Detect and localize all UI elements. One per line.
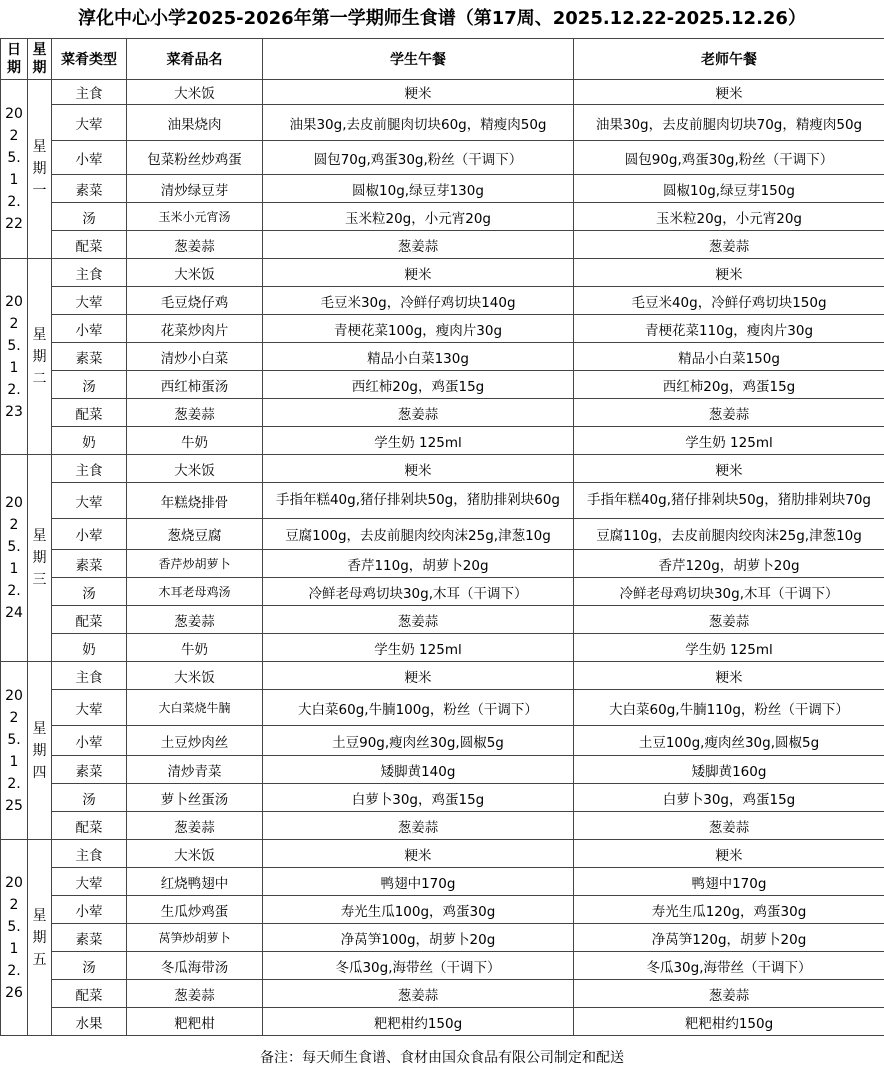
dish-cell: 牛奶	[127, 427, 263, 455]
student-lunch-cell: 白萝卜30g，鸡蛋15g	[263, 784, 574, 812]
dish-cell: 西红柿蛋汤	[127, 371, 263, 399]
category-cell: 大荤	[52, 690, 127, 726]
menu-row	[1, 399, 884, 427]
teacher-lunch-cell: 粳米	[574, 259, 884, 287]
teacher-lunch-cell: 大白菜60g,牛腩110g，粉丝（干调下）	[574, 690, 884, 726]
category-cell: 小荤	[52, 726, 127, 756]
student-lunch-cell: 玉米粒20g，小元宵20g	[263, 203, 574, 231]
category-cell: 素菜	[52, 343, 127, 371]
teacher-lunch-cell: 白萝卜30g，鸡蛋15g	[574, 784, 884, 812]
category-cell: 素菜	[52, 550, 127, 578]
dish-cell: 葱烧豆腐	[127, 519, 263, 550]
dish-cell: 粑粑柑	[127, 1008, 263, 1036]
student-lunch-cell: 精品小白菜130g	[263, 343, 574, 371]
dish-cell: 葱姜蒜	[127, 231, 263, 259]
student-lunch-cell: 粑粑柑约150g	[263, 1008, 574, 1036]
dish-cell: 生瓜炒鸡蛋	[127, 896, 263, 924]
dish-cell: 大米饭	[127, 840, 263, 868]
dish-cell: 红烧鸭翅中	[127, 868, 263, 896]
category-cell: 主食	[52, 455, 127, 483]
student-lunch-cell: 粳米	[263, 662, 574, 690]
dish-cell: 冬瓜海带汤	[127, 952, 263, 980]
menu-row	[1, 550, 884, 578]
header-row	[1, 39, 884, 80]
dish-cell: 清炒小白菜	[127, 343, 263, 371]
category-cell: 主食	[52, 840, 127, 868]
teacher-lunch-cell: 圆椒10g,绿豆芽150g	[574, 175, 884, 203]
teacher-lunch-cell: 油果30g，去皮前腿肉切块70g，精瘦肉50g	[574, 105, 884, 141]
student-lunch-cell: 学生奶 125ml	[263, 427, 574, 455]
menu-row	[1, 980, 884, 1008]
student-lunch-cell: 冬瓜30g,海带丝（干调下）	[263, 952, 574, 980]
dish-cell: 毛豆烧仔鸡	[127, 287, 263, 315]
category-cell: 配菜	[52, 606, 127, 634]
weekday-cell: 星期二	[28, 259, 52, 455]
category-cell: 大荤	[52, 868, 127, 896]
student-lunch-cell: 青梗花菜100g，瘦肉片30g	[263, 315, 574, 343]
dish-cell: 葱姜蒜	[127, 980, 263, 1008]
menu-row	[1, 662, 884, 690]
category-cell: 奶	[52, 634, 127, 662]
student-lunch-cell: 土豆90g,瘦肉丝30g,圆椒5g	[263, 726, 574, 756]
menu-row	[1, 756, 884, 784]
teacher-lunch-cell: 粳米	[574, 80, 884, 105]
teacher-lunch-cell: 香芹120g，胡萝卜20g	[574, 550, 884, 578]
student-lunch-cell: 矮脚黄140g	[263, 756, 574, 784]
header-student-lunch: 学生午餐	[263, 39, 574, 80]
page-title: 淳化中心小学2025-2026年第一学期师生食谱（第17周、2025.12.22-2025.12.26）	[78, 8, 806, 29]
category-cell: 配菜	[52, 812, 127, 840]
category-cell: 汤	[52, 203, 127, 231]
menu-row	[1, 812, 884, 840]
category-cell: 主食	[52, 662, 127, 690]
dish-cell: 大白菜烧牛腩	[127, 690, 263, 726]
menu-row	[1, 315, 884, 343]
teacher-lunch-cell: 青梗花菜110g，瘦肉片30g	[574, 315, 884, 343]
student-lunch-cell: 粳米	[263, 259, 574, 287]
teacher-lunch-cell: 毛豆米40g，冷鲜仔鸡切块150g	[574, 287, 884, 315]
menu-row	[1, 634, 884, 662]
student-lunch-cell: 学生奶 125ml	[263, 634, 574, 662]
teacher-lunch-cell: 粳米	[574, 455, 884, 483]
student-lunch-cell: 鸭翅中170g	[263, 868, 574, 896]
teacher-lunch-cell: 冬瓜30g,海带丝（干调下）	[574, 952, 884, 980]
menu-row	[1, 259, 884, 287]
teacher-lunch-cell: 土豆100g,瘦肉丝30g,圆椒5g	[574, 726, 884, 756]
teacher-lunch-cell: 学生奶 125ml	[574, 634, 884, 662]
teacher-lunch-cell: 手指年糕40g,猪仔排剁块50g，猪肋排剁块70g	[574, 483, 884, 519]
header-category: 菜肴类型	[52, 39, 127, 80]
dish-cell: 年糕烧排骨	[127, 483, 263, 519]
category-cell: 水果	[52, 1008, 127, 1036]
category-cell: 小荤	[52, 141, 127, 175]
dish-cell: 清炒绿豆芽	[127, 175, 263, 203]
weekday-cell: 星期五	[28, 840, 52, 1036]
category-cell: 主食	[52, 259, 127, 287]
student-lunch-cell: 粳米	[263, 80, 574, 105]
category-cell: 汤	[52, 371, 127, 399]
menu-row	[1, 455, 884, 483]
menu-row	[1, 231, 884, 259]
dish-cell: 牛奶	[127, 634, 263, 662]
teacher-lunch-cell: 西红柿20g，鸡蛋15g	[574, 371, 884, 399]
student-lunch-cell: 圆包70g,鸡蛋30g,粉丝（干调下）	[263, 141, 574, 175]
weekday-cell: 星期四	[28, 662, 52, 840]
date-cell: 2025.12.25	[1, 662, 28, 840]
header-teacher-lunch: 老师午餐	[574, 39, 884, 80]
teacher-lunch-cell: 圆包90g,鸡蛋30g,粉丝（干调下）	[574, 141, 884, 175]
dish-cell: 包菜粉丝炒鸡蛋	[127, 141, 263, 175]
teacher-lunch-cell: 葱姜蒜	[574, 606, 884, 634]
menu-row	[1, 784, 884, 812]
date-cell: 2025.12.23	[1, 259, 28, 455]
teacher-lunch-cell: 学生奶 125ml	[574, 427, 884, 455]
student-lunch-cell: 葱姜蒜	[263, 399, 574, 427]
teacher-lunch-cell: 葱姜蒜	[574, 231, 884, 259]
category-cell: 小荤	[52, 519, 127, 550]
category-cell: 素菜	[52, 175, 127, 203]
menu-row	[1, 1008, 884, 1036]
student-lunch-cell: 大白菜60g,牛腩100g，粉丝（干调下）	[263, 690, 574, 726]
menu-row	[1, 952, 884, 980]
dish-cell: 清炒青菜	[127, 756, 263, 784]
menu-row	[1, 924, 884, 952]
dish-cell: 葱姜蒜	[127, 399, 263, 427]
teacher-lunch-cell: 粑粑柑约150g	[574, 1008, 884, 1036]
dish-cell: 土豆炒肉丝	[127, 726, 263, 756]
menu-row	[1, 427, 884, 455]
menu-row	[1, 203, 884, 231]
date-cell: 2025.12.24	[1, 455, 28, 662]
dish-cell: 大米饭	[127, 455, 263, 483]
menu-row	[1, 175, 884, 203]
dish-cell: 木耳老母鸡汤	[127, 578, 263, 606]
teacher-lunch-cell: 鸭翅中170g	[574, 868, 884, 896]
teacher-lunch-cell: 玉米粒20g，小元宵20g	[574, 203, 884, 231]
student-lunch-cell: 手指年糕40g,猪仔排剁块50g，猪肋排剁块60g	[263, 483, 574, 519]
student-lunch-cell: 油果30g,去皮前腿肉切块60g，精瘦肉50g	[263, 105, 574, 141]
menu-row	[1, 896, 884, 924]
student-lunch-cell: 寿光生瓜100g，鸡蛋30g	[263, 896, 574, 924]
menu-row	[1, 343, 884, 371]
student-lunch-cell: 葱姜蒜	[263, 231, 574, 259]
student-lunch-cell: 净莴笋100g，胡萝卜20g	[263, 924, 574, 952]
menu-row	[1, 578, 884, 606]
teacher-lunch-cell: 豆腐110g，去皮前腿肉绞肉沫25g,津葱10g	[574, 519, 884, 550]
teacher-lunch-cell: 矮脚黄160g	[574, 756, 884, 784]
teacher-lunch-cell: 葱姜蒜	[574, 980, 884, 1008]
date-cell: 2025.12.26	[1, 840, 28, 1036]
dish-cell: 萝卜丝蛋汤	[127, 784, 263, 812]
dish-cell: 莴笋炒胡萝卜	[127, 924, 263, 952]
category-cell: 配菜	[52, 231, 127, 259]
student-lunch-cell: 西红柿20g，鸡蛋15g	[263, 371, 574, 399]
menu-row	[1, 371, 884, 399]
header-weekday: 星期	[28, 39, 52, 80]
teacher-lunch-cell: 冷鲜老母鸡切块30g,木耳（干调下）	[574, 578, 884, 606]
weekday-cell: 星期一	[28, 80, 52, 259]
header-dish: 菜肴品名	[127, 39, 263, 80]
teacher-lunch-cell: 粳米	[574, 662, 884, 690]
weekday-cell: 星期三	[28, 455, 52, 662]
category-cell: 汤	[52, 578, 127, 606]
student-lunch-cell: 粳米	[263, 840, 574, 868]
menu-row	[1, 483, 884, 519]
student-lunch-cell: 香芹110g，胡萝卜20g	[263, 550, 574, 578]
teacher-lunch-cell: 精品小白菜150g	[574, 343, 884, 371]
dish-cell: 葱姜蒜	[127, 812, 263, 840]
menu-row	[1, 287, 884, 315]
category-cell: 主食	[52, 80, 127, 105]
dish-cell: 大米饭	[127, 80, 263, 105]
category-cell: 汤	[52, 784, 127, 812]
dish-cell: 葱姜蒜	[127, 606, 263, 634]
student-lunch-cell: 葱姜蒜	[263, 606, 574, 634]
menu-row	[1, 690, 884, 726]
student-lunch-cell: 冷鲜老母鸡切块30g,木耳（干调下）	[263, 578, 574, 606]
student-lunch-cell: 葱姜蒜	[263, 812, 574, 840]
category-cell: 小荤	[52, 315, 127, 343]
date-cell: 2025.12.22	[1, 80, 28, 259]
student-lunch-cell: 圆椒10g,绿豆芽130g	[263, 175, 574, 203]
category-cell: 小荤	[52, 896, 127, 924]
menu-body	[1, 80, 884, 1036]
category-cell: 奶	[52, 427, 127, 455]
student-lunch-cell: 葱姜蒜	[263, 980, 574, 1008]
teacher-lunch-cell: 净莴笋120g，胡萝卜20g	[574, 924, 884, 952]
header-date: 日期	[1, 39, 28, 80]
category-cell: 大荤	[52, 483, 127, 519]
dish-cell: 玉米小元宵汤	[127, 203, 263, 231]
student-lunch-cell: 豆腐100g，去皮前腿肉绞肉沫25g,津葱10g	[263, 519, 574, 550]
category-cell: 素菜	[52, 924, 127, 952]
menu-row	[1, 105, 884, 141]
category-cell: 汤	[52, 952, 127, 980]
menu-table	[0, 38, 884, 1036]
menu-row	[1, 726, 884, 756]
student-lunch-cell: 粳米	[263, 455, 574, 483]
teacher-lunch-cell: 葱姜蒜	[574, 399, 884, 427]
dish-cell: 花菜炒肉片	[127, 315, 263, 343]
footer-note: 备注：每天师生食谱、食材由国众食品有限公司制定和配送	[260, 1050, 624, 1066]
menu-row	[1, 141, 884, 175]
category-cell: 大荤	[52, 105, 127, 141]
teacher-lunch-cell: 葱姜蒜	[574, 812, 884, 840]
teacher-lunch-cell: 粳米	[574, 840, 884, 868]
dish-cell: 油果烧肉	[127, 105, 263, 141]
menu-row	[1, 80, 884, 105]
category-cell: 配菜	[52, 399, 127, 427]
menu-row	[1, 606, 884, 634]
menu-row	[1, 840, 884, 868]
category-cell: 素菜	[52, 756, 127, 784]
teacher-lunch-cell: 寿光生瓜120g，鸡蛋30g	[574, 896, 884, 924]
category-cell: 配菜	[52, 980, 127, 1008]
category-cell: 大荤	[52, 287, 127, 315]
dish-cell: 大米饭	[127, 259, 263, 287]
dish-cell: 大米饭	[127, 662, 263, 690]
menu-row	[1, 519, 884, 550]
dish-cell: 香芹炒胡萝卜	[127, 550, 263, 578]
menu-row	[1, 868, 884, 896]
student-lunch-cell: 毛豆米30g，冷鲜仔鸡切块140g	[263, 287, 574, 315]
